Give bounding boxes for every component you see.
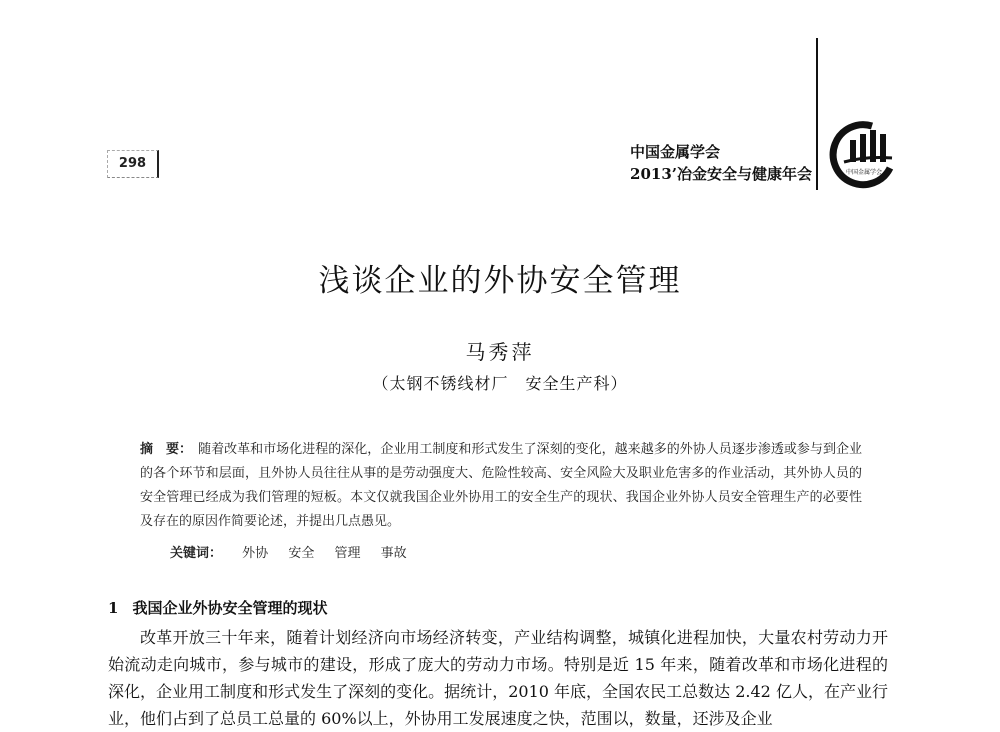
header-divider (816, 38, 818, 190)
author-name: 马秀萍 (465, 340, 535, 364)
keyword: 管理 (334, 546, 361, 561)
conference-header (630, 141, 812, 185)
abstract (140, 438, 862, 534)
section-title: 我国企业外协安全管理的现状 (132, 599, 328, 617)
section-number: 1 (108, 599, 119, 617)
conference-name: 2013’冶金安全与健康年会 (630, 165, 812, 183)
section-heading (108, 597, 327, 618)
keywords (170, 542, 407, 561)
conference-org: 中国金属学会 (630, 143, 721, 161)
society-logo-icon (820, 118, 896, 190)
page-number: 298 (107, 150, 159, 178)
keyword: 事故 (380, 546, 407, 561)
logo-text: 中国金属学会 (845, 169, 883, 176)
abstract-label: 摘 要： (140, 442, 193, 457)
body-paragraph: 改革开放三十年来，随着计划经济向市场经济转变，产业结构调整，城镇化进程加快，大量农村劳动力开始流动走向城市，参与城市的建设，形成了庞大的劳动力市场。特别是近 15 年来，随着改革和市场化进程的深化，企业用工制度和形式发生了深刻的变化。据统计，2010 年底，全国农民工总数达 2.42 亿人，在产业行业，他们占到了总员工总量的 60%以上，外协用工发展速度之快，范围以，数量，还涉及企业 (108, 628, 888, 728)
author-affiliation: （太钢不锈线材厂 安全生产科） (372, 374, 628, 393)
keyword: 安全 (288, 546, 315, 561)
paper-title: 浅谈企业的外协安全管理 (318, 263, 682, 299)
keyword: 外协 (242, 546, 269, 561)
abstract-text: 随着改革和市场化进程的深化，企业用工制度和形式发生了深刻的变化，越来越多的外协人员逐步渗透或参与到企业的各个环节和层面，且外协人员往往从事的是劳动强度大、危险性较高、安全风险大及职业危害多的作业活动，其外协人员的安全管理已经成为我们管理的短板。本文仅就我国企业外协用工的安全生产的现状、我国企业外协人员安全管理生产的必要性及存在的原因作简要论述，并提出几点愚见。 (140, 442, 862, 529)
keywords-label: 关键词： (170, 546, 223, 561)
